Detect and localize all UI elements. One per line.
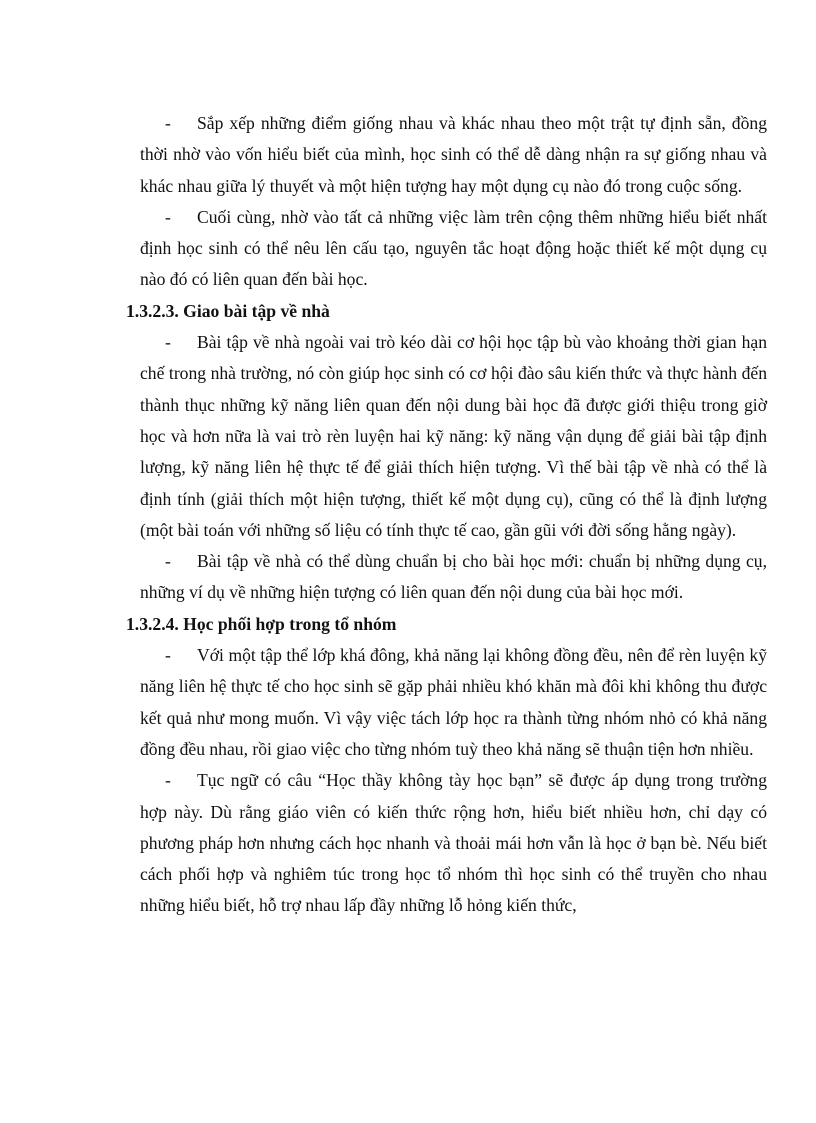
paragraph-text: Với một tập thể lớp khá đông, khả năng lại không đồng đều, nên để rèn luyện kỹ năng liên hệ thực tế cho học sinh sẽ gặp phải nhiều khó khăn mà đôi khi không thu được kết quả như mong muốn. Vì vậy việc tách lớp học ra thành từng nhóm nhỏ có khả năng đồng đều nhau, rồi giao việc cho từng nhóm tuỳ theo khả năng sẽ thuận tiện hơn nhiều.	[140, 645, 767, 759]
section-heading-1-3-2-3: 1.3.2.3. Giao bài tập về nhà	[126, 300, 330, 321]
paragraph-text: Tục ngữ có câu “Học thầy không tày học bạn” sẽ được áp dụng trong trường hợp này. Dù rằng giáo viên có kiến thức rộng hơn, hiểu biết nhiều hơn, chỉ dạy có phương pháp hơn nhưng cách học nhanh và thoải mái hơn vẫn là học ở bạn bè. Nếu biết cách phối hợp và nghiêm túc trong học tổ nhóm thì học sinh có thể truyền cho nhau những hiểu biết, hỗ trợ nhau lấp đầy những lỗ hỏng kiến thức,	[140, 770, 767, 916]
section-heading-1-3-2-4: 1.3.2.4. Học phối hợp trong tổ nhóm	[126, 613, 397, 634]
paragraph-text: Sắp xếp những điểm giống nhau và khác nhau theo một trật tự định sẵn, đồng thời nhờ vào vốn hiểu biết của mình, học sinh có thể dễ dàng nhận ra sự giống nhau và khác nhau giữa lý thuyết và một hiện tượng hay một dụng cụ nào đó trong cuộc sống.	[140, 113, 767, 196]
paragraph-text: Cuối cùng, nhờ vào tất cả những việc làm trên cộng thêm những hiểu biết nhất định học sinh có thể nêu lên cấu tạo, nguyên tắc hoạt động hoặc thiết kế một dụng cụ nào đó có liên quan đến bài học.	[140, 206, 767, 290]
bullet-paragraph	[140, 327, 767, 546]
bullet-marker: -	[165, 551, 171, 572]
paragraph-text: Bài tập về nhà có thể dùng chuẩn bị cho bài học mới: chuẩn bị những dụng cụ, những ví dụ về những hiện tượng có liên quan đến nội dung của bài học mới.	[140, 551, 767, 603]
bullet-marker: -	[165, 332, 171, 353]
document-body	[126, 108, 767, 922]
paragraph-text: Bài tập về nhà ngoài vai trò kéo dài cơ hội học tập bù vào khoảng thời gian hạn chế trong nhà trường, nó còn giúp học sinh có cơ hội đào sâu kiến thức và thực hành đến thành thục những kỹ năng liên quan đến nội dung bài học đã được giới thiệu trong giờ học và hơn nữa là vai trò rèn luyện hai kỹ năng: kỹ năng vận dụng để giải bài tập định lượng, kỹ năng liên hệ thực tế để giải thích hiện tượng. Vì thế bài tập về nhà có thể là định tính (giải thích một hiện tượng, thiết kế một dụng cụ), cũng có thể là định lượng (một bài toán với những số liệu có tính thực tế cao, gần gũi với đời sống hằng ngày).	[140, 332, 767, 540]
bullet-paragraph	[140, 108, 767, 202]
bullet-marker: -	[165, 645, 171, 666]
bullet-marker: -	[165, 113, 171, 133]
bullet-marker: -	[165, 770, 171, 791]
bullet-paragraph	[140, 640, 767, 765]
bullet-marker: -	[165, 206, 171, 227]
bullet-paragraph	[140, 202, 767, 296]
bullet-paragraph	[140, 765, 767, 921]
bullet-paragraph	[140, 546, 767, 609]
